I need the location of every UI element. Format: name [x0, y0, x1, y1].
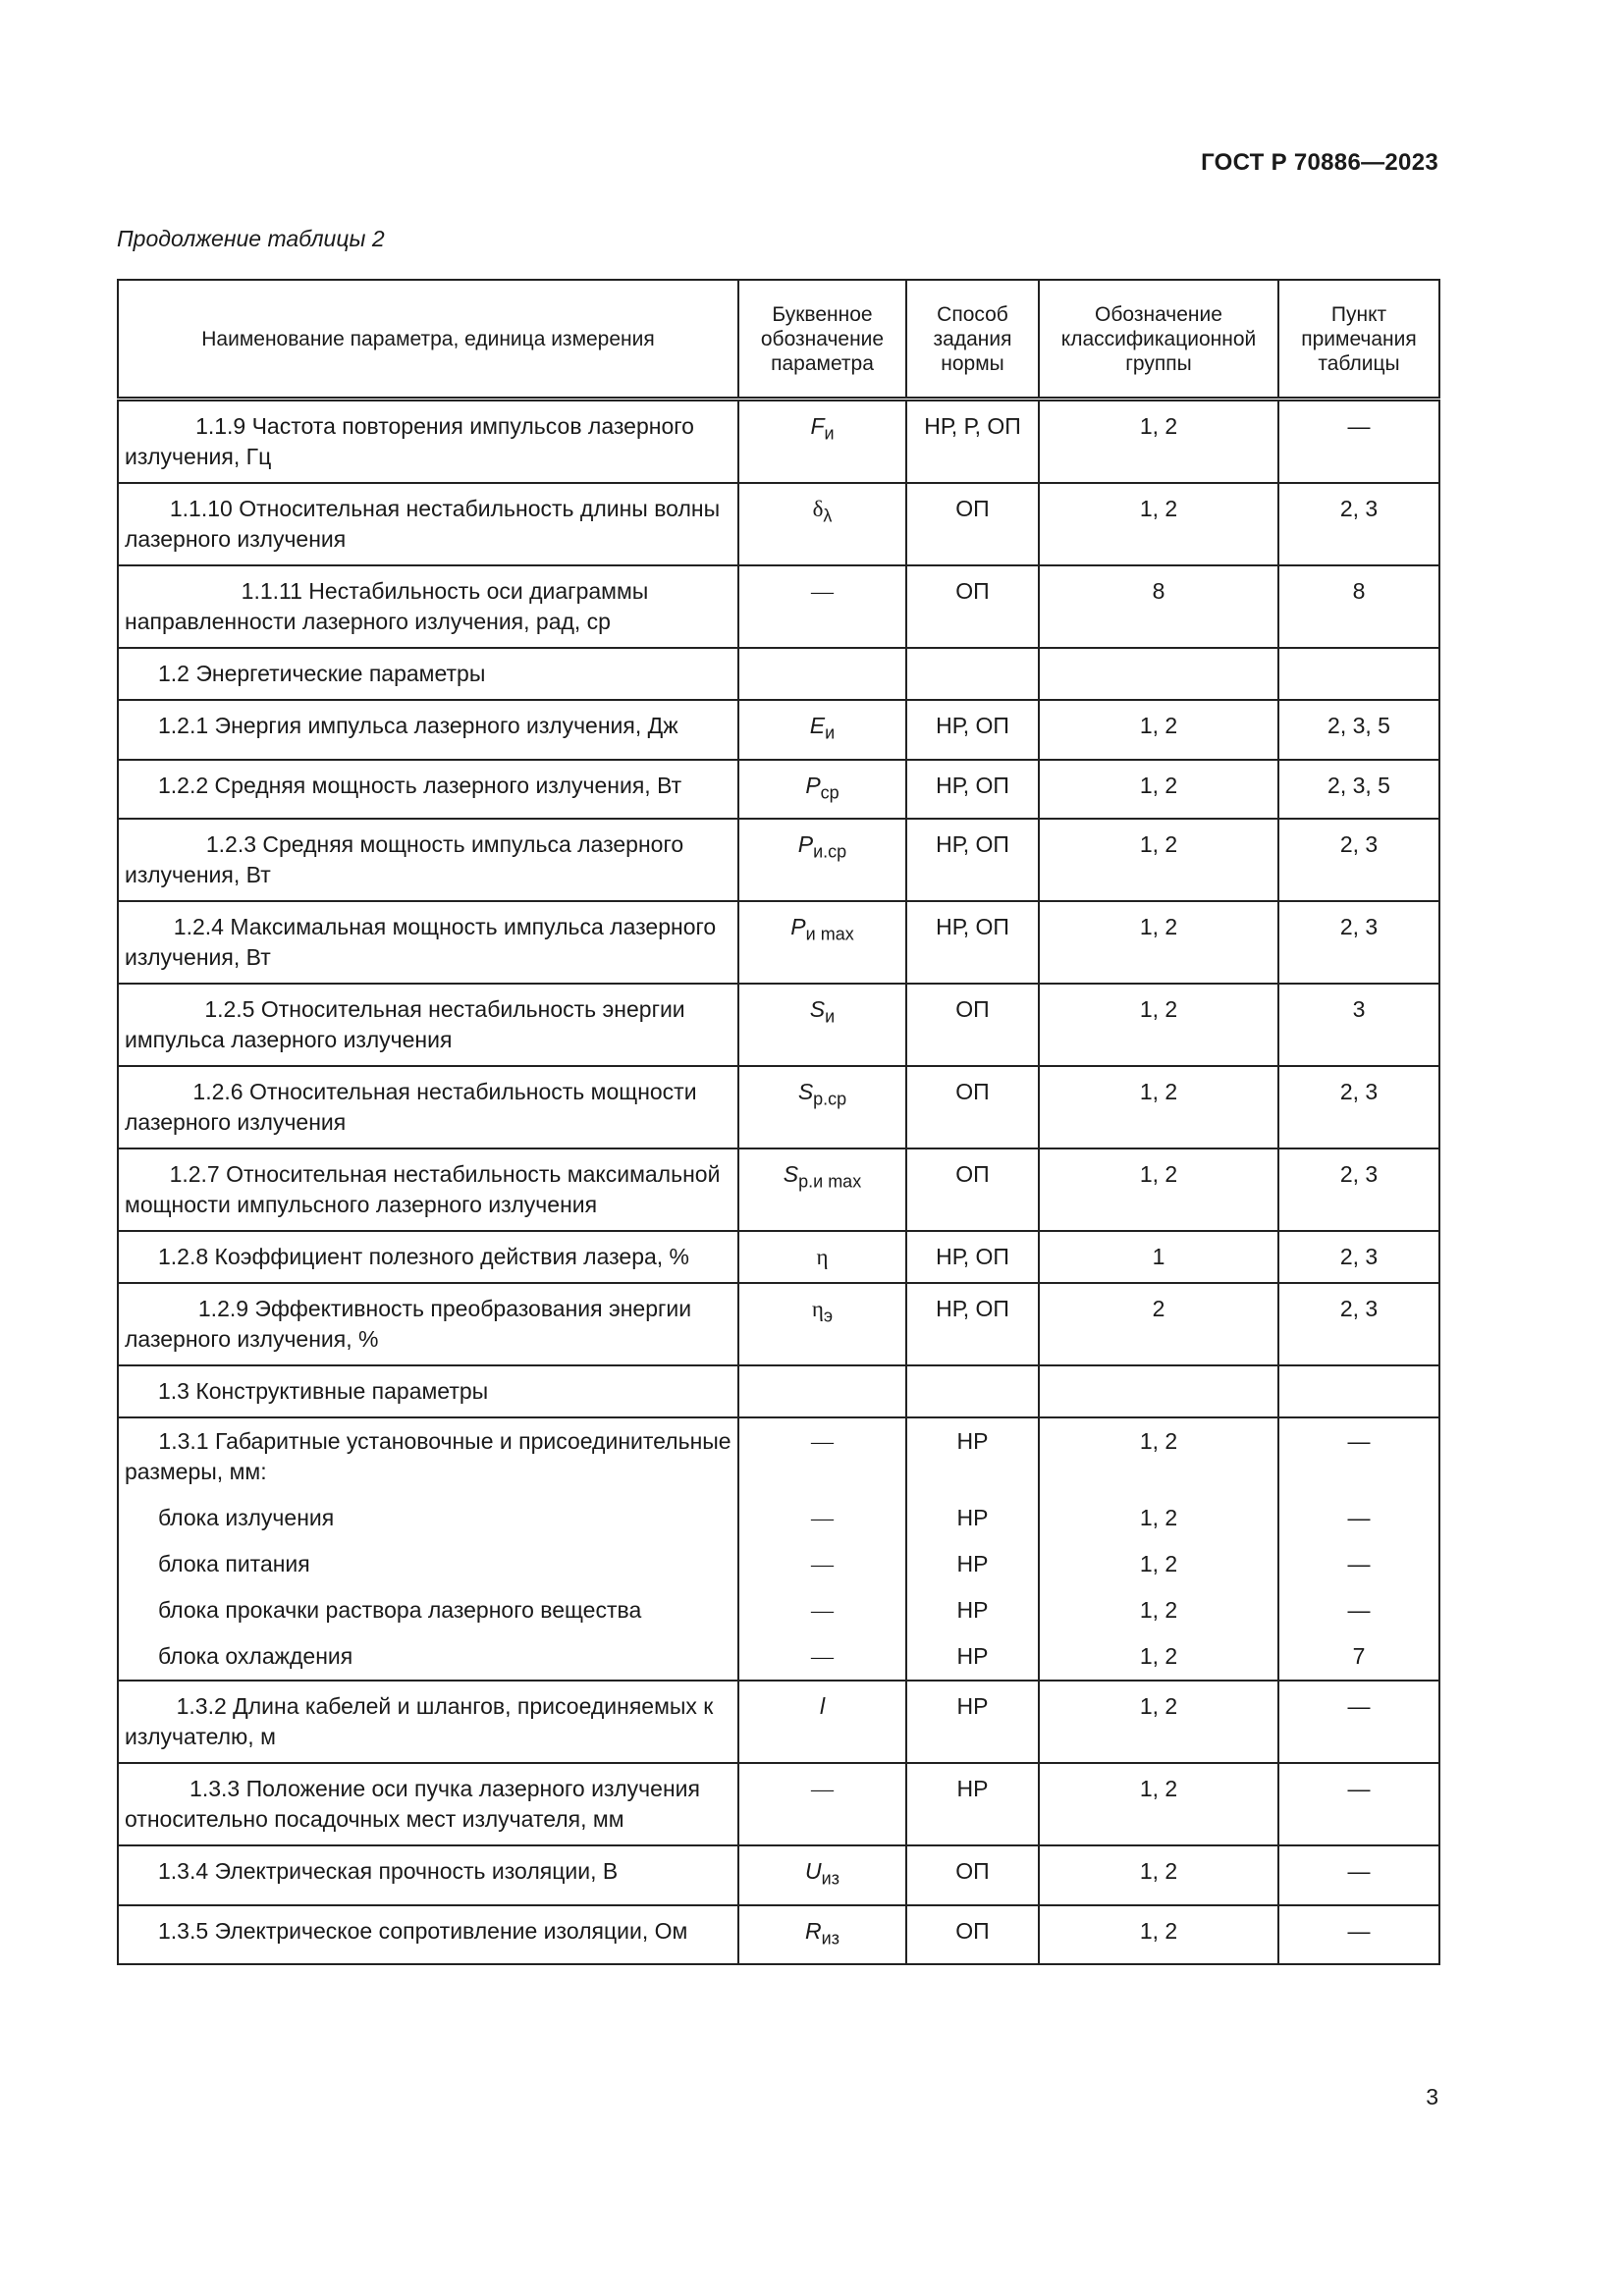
- parameter-name: 1.3.5 Электрическое сопротивление изоляции, Ом: [158, 1917, 688, 1944]
- table-subitem-row: [118, 1587, 1439, 1633]
- parameter-symbol-subscript: р.и max: [798, 1171, 862, 1192]
- parameter-symbol-subscript: и: [824, 423, 835, 444]
- table-note-ref-cell: [1278, 1066, 1439, 1148]
- parameter-name-cell: [118, 1845, 738, 1905]
- classification-group: 1, 2: [1139, 1917, 1178, 1944]
- table-row: [118, 1905, 1439, 1965]
- parameter-symbol-subscript: и: [825, 1006, 836, 1027]
- parameter-name-cell: [118, 760, 738, 820]
- table-note-ref: 8: [1352, 578, 1366, 604]
- classification-group-cell: [1039, 1681, 1278, 1763]
- classification-group: 1, 2: [1139, 1161, 1178, 1188]
- parameter-name: блока прокачки раствора лазерного вещества: [158, 1597, 642, 1624]
- parameters-table: [117, 279, 1440, 1965]
- classification-group-cell: [1039, 1066, 1278, 1148]
- classification-group-cell: [1039, 1283, 1278, 1365]
- parameter-name: 1.2.9 Эффективность преобразования энергии лазерного излучения, %: [125, 1296, 692, 1353]
- parameter-symbol-cell: [738, 1495, 906, 1541]
- table-body: [118, 400, 1439, 1965]
- classification-group-cell: [1039, 1905, 1278, 1965]
- classification-group: 1, 2: [1139, 1776, 1178, 1802]
- table-note-ref-cell: [1278, 1148, 1439, 1231]
- classification-group: 1, 2: [1139, 914, 1178, 940]
- norm-method-cell: [906, 819, 1039, 901]
- parameter-symbol-cell: [738, 1541, 906, 1587]
- parameter-name: 1.2.7 Относительная нестабильность максимальной мощности импульсного лазерного излучения: [125, 1161, 721, 1218]
- table-row: [118, 819, 1439, 901]
- norm-method: НР: [956, 1643, 989, 1670]
- table-note-ref: —: [1347, 1428, 1371, 1455]
- parameter-symbol-cell: [738, 1763, 906, 1845]
- parameter-name-cell: [118, 1283, 738, 1365]
- parameter-symbol: S: [797, 1079, 814, 1105]
- parameter-symbol: —: [811, 579, 834, 604]
- table-note-ref: 2, 3: [1339, 1244, 1379, 1270]
- classification-group: 1, 2: [1139, 1643, 1178, 1670]
- parameter-name-cell: [118, 1633, 738, 1681]
- norm-method: НР, ОП: [936, 1296, 1009, 1322]
- parameter-name: 1.2 Энергетические параметры: [158, 661, 486, 686]
- norm-method: ОП: [955, 1161, 990, 1188]
- column-header-group: Обозначение классификационной группы: [1039, 280, 1278, 400]
- norm-method: [913, 649, 1032, 668]
- table-note-ref: 7: [1352, 1643, 1366, 1670]
- norm-method-cell: [906, 1845, 1039, 1905]
- norm-method-cell: [906, 1681, 1039, 1763]
- parameter-symbol-cell: [738, 1066, 906, 1148]
- classification-group-cell: [1039, 700, 1278, 760]
- table-note-ref: 2, 3: [1339, 496, 1379, 521]
- table-row: [118, 901, 1439, 984]
- parameter-name-cell: [118, 1365, 738, 1417]
- table-note-ref: —: [1347, 1693, 1371, 1720]
- norm-method-cell: [906, 1587, 1039, 1633]
- table-note-ref: 2, 3, 5: [1327, 713, 1390, 738]
- parameter-name: блока излучения: [158, 1505, 335, 1531]
- table-row: [118, 483, 1439, 565]
- classification-group: 8: [1152, 578, 1165, 604]
- table-row: [118, 760, 1439, 820]
- table-note-ref-cell: [1278, 760, 1439, 820]
- parameter-symbol-cell: [738, 1417, 906, 1495]
- table-row: [118, 1763, 1439, 1845]
- parameter-name-cell: [118, 400, 738, 484]
- norm-method-cell: [906, 565, 1039, 648]
- parameter-symbol-subscript: э: [823, 1306, 834, 1326]
- parameter-symbol: P: [790, 914, 806, 940]
- norm-method-cell: [906, 1417, 1039, 1495]
- parameter-symbol: U: [805, 1858, 822, 1885]
- table-note-ref-cell: [1278, 1587, 1439, 1633]
- table-note-ref-cell: [1278, 1763, 1439, 1845]
- parameter-symbol: δ: [812, 497, 824, 521]
- parameter-symbol: η: [811, 1297, 824, 1322]
- table-note-ref-cell: [1278, 1845, 1439, 1905]
- classification-group: 1, 2: [1139, 496, 1178, 521]
- classification-group: 1, 2: [1139, 1551, 1178, 1577]
- classification-group: 1, 2: [1139, 996, 1178, 1023]
- parameter-symbol-subscript: и max: [805, 924, 854, 944]
- classification-group-cell: [1039, 819, 1278, 901]
- parameter-symbol-cell: [738, 700, 906, 760]
- parameter-symbol-subscript: р.ср: [813, 1089, 847, 1109]
- norm-method-cell: [906, 483, 1039, 565]
- table-row: [118, 1066, 1439, 1148]
- table-note-ref: 2, 3: [1339, 831, 1379, 858]
- table-continuation-caption: Продолжение таблицы 2: [117, 226, 385, 251]
- parameter-name: 1.2.1 Энергия импульса лазерного излучения, Дж: [158, 713, 678, 738]
- norm-method: ОП: [955, 1079, 990, 1105]
- table-subitem-row: [118, 1495, 1439, 1541]
- norm-method-cell: [906, 1283, 1039, 1365]
- classification-group-cell: [1039, 400, 1278, 484]
- table-note-ref: 2, 3: [1339, 1079, 1379, 1105]
- classification-group-cell: [1039, 1495, 1278, 1541]
- table-note-ref-cell: [1278, 700, 1439, 760]
- classification-group-cell: [1039, 1633, 1278, 1681]
- parameter-symbol-cell: [738, 1587, 906, 1633]
- norm-method: ОП: [955, 1858, 990, 1885]
- parameter-symbol: —: [811, 1552, 834, 1577]
- classification-group: 1, 2: [1139, 713, 1178, 738]
- table-note-ref-cell: [1278, 648, 1439, 700]
- norm-method-cell: [906, 1231, 1039, 1283]
- classification-group-cell: [1039, 901, 1278, 984]
- parameter-symbol-cell: [738, 1231, 906, 1283]
- table-note-ref: 2, 3: [1339, 914, 1379, 940]
- parameter-name: 1.2.3 Средняя мощность импульса лазерного излучения, Вт: [125, 831, 684, 888]
- norm-method: НР, ОП: [936, 1244, 1009, 1270]
- table-note-ref-cell: [1278, 1365, 1439, 1417]
- table-note-ref-cell: [1278, 1633, 1439, 1681]
- table-note-ref-cell: [1278, 483, 1439, 565]
- table-note-ref-cell: [1278, 1681, 1439, 1763]
- table-row: [118, 1231, 1439, 1283]
- norm-method: НР, Р, ОП: [924, 413, 1021, 439]
- table-row: [118, 1417, 1439, 1495]
- column-header-method: Способ задания нормы: [906, 280, 1039, 400]
- norm-method-cell: [906, 1905, 1039, 1965]
- parameter-name-cell: [118, 648, 738, 700]
- norm-method: НР: [956, 1551, 989, 1577]
- table-subitem-row: [118, 1541, 1439, 1587]
- table-note-ref-cell: [1278, 819, 1439, 901]
- parameter-symbol: l: [819, 1693, 826, 1720]
- parameter-symbol-subscript: и.ср: [813, 841, 847, 862]
- parameter-symbol: R: [805, 1917, 822, 1944]
- parameter-symbol-cell: [738, 483, 906, 565]
- parameter-symbol-cell: [738, 819, 906, 901]
- table-row: [118, 400, 1439, 484]
- classification-group-cell: [1039, 648, 1278, 700]
- parameter-name: 1.3.2 Длина кабелей и шлангов, присоединяемых к излучателю, м: [125, 1693, 714, 1750]
- parameter-name-cell: [118, 1417, 738, 1495]
- classification-group: [1046, 1366, 1272, 1386]
- norm-method: ОП: [955, 578, 990, 604]
- table-section-row: [118, 648, 1439, 700]
- parameter-symbol: —: [811, 1506, 834, 1531]
- classification-group: 1, 2: [1139, 1428, 1178, 1455]
- parameter-symbol-cell: [738, 1681, 906, 1763]
- table-note-ref: 3: [1352, 996, 1366, 1023]
- norm-method: [913, 1366, 1032, 1386]
- table-note-ref: —: [1347, 1551, 1371, 1577]
- parameter-symbol: P: [805, 772, 821, 798]
- classification-group: 1, 2: [1139, 831, 1178, 858]
- parameter-name-cell: [118, 1541, 738, 1587]
- table-note-ref: [1285, 1366, 1433, 1386]
- norm-method: НР: [956, 1505, 989, 1531]
- norm-method-cell: [906, 700, 1039, 760]
- parameter-symbol: η: [816, 1245, 829, 1270]
- classification-group: 1: [1152, 1244, 1165, 1270]
- table-note-ref: —: [1347, 1776, 1371, 1802]
- classification-group-cell: [1039, 1763, 1278, 1845]
- norm-method-cell: [906, 1541, 1039, 1587]
- table-note-ref: [1285, 649, 1433, 668]
- parameter-name: 1.2.8 Коэффициент полезного действия лазера, %: [158, 1244, 690, 1270]
- classification-group: 1, 2: [1139, 413, 1178, 439]
- classification-group-cell: [1039, 1845, 1278, 1905]
- table-note-ref: —: [1347, 1858, 1371, 1885]
- parameter-name: 1.1.11 Нестабильность оси диаграммы направленности лазерного излучения, рад, ср: [125, 578, 649, 634]
- parameter-symbol: E: [809, 713, 826, 738]
- classification-group: 1, 2: [1139, 1597, 1178, 1624]
- norm-method-cell: [906, 1763, 1039, 1845]
- parameter-symbol-cell: [738, 1148, 906, 1231]
- parameter-symbol-subscript: из: [821, 1928, 839, 1949]
- parameter-symbol-cell: [738, 901, 906, 984]
- parameter-symbol: F: [810, 413, 825, 439]
- parameter-name: блока охлаждения: [158, 1643, 353, 1670]
- parameter-symbol: P: [797, 831, 814, 858]
- norm-method-cell: [906, 1633, 1039, 1681]
- parameter-symbol-cell: [738, 1905, 906, 1965]
- classification-group: 2: [1152, 1296, 1165, 1322]
- classification-group-cell: [1039, 1587, 1278, 1633]
- parameter-name: 1.2.2 Средняя мощность лазерного излучения, Вт: [158, 772, 682, 798]
- norm-method: ОП: [955, 1917, 990, 1944]
- parameter-symbol: —: [811, 1429, 834, 1455]
- norm-method-cell: [906, 1066, 1039, 1148]
- parameter-name: 1.1.10 Относительная нестабильность длины волны лазерного излучения: [125, 496, 721, 552]
- parameter-name-cell: [118, 565, 738, 648]
- norm-method-cell: [906, 648, 1039, 700]
- parameter-name-cell: [118, 1066, 738, 1148]
- parameter-name: 1.2.4 Максимальная мощность импульса лазерного излучения, Вт: [125, 914, 717, 971]
- norm-method: НР, ОП: [936, 713, 1009, 738]
- parameter-name: 1.3.4 Электрическая прочность изоляции, В: [158, 1858, 619, 1885]
- parameter-name-cell: [118, 901, 738, 984]
- parameter-name: блока питания: [158, 1551, 310, 1577]
- page-number: 3: [1426, 2084, 1438, 2109]
- parameter-name-cell: [118, 984, 738, 1066]
- norm-method-cell: [906, 901, 1039, 984]
- norm-method-cell: [906, 760, 1039, 820]
- table-row: [118, 565, 1439, 648]
- parameter-name-cell: [118, 1905, 738, 1965]
- parameter-name: 1.2.6 Относительная нестабильность мощности лазерного излучения: [125, 1079, 697, 1136]
- parameter-symbol-cell: [738, 1633, 906, 1681]
- parameter-name-cell: [118, 1763, 738, 1845]
- parameter-name: 1.3.1 Габаритные установочные и присоединительные размеры, мм:: [125, 1428, 731, 1485]
- standard-code: ГОСТ Р 70886—2023: [1201, 149, 1438, 176]
- parameter-symbol-cell: [738, 1283, 906, 1365]
- norm-method-cell: [906, 400, 1039, 484]
- norm-method: НР, ОП: [936, 772, 1009, 798]
- parameter-symbol-cell: [738, 984, 906, 1066]
- parameter-symbol-subscript: и: [825, 722, 836, 743]
- classification-group-cell: [1039, 1417, 1278, 1495]
- parameter-symbol: S: [809, 996, 826, 1023]
- table-note-ref-cell: [1278, 1495, 1439, 1541]
- table-row: [118, 700, 1439, 760]
- table-row: [118, 1283, 1439, 1365]
- norm-method: ОП: [955, 496, 990, 521]
- norm-method: НР, ОП: [936, 831, 1009, 858]
- parameter-symbol-cell: [738, 648, 906, 700]
- table-note-ref-cell: [1278, 400, 1439, 484]
- classification-group-cell: [1039, 1541, 1278, 1587]
- table-note-ref: 2, 3, 5: [1327, 772, 1390, 798]
- table-row: [118, 1681, 1439, 1763]
- table-section-row: [118, 1365, 1439, 1417]
- column-header-symbol: Буквенное обозначение параметра: [738, 280, 906, 400]
- classification-group-cell: [1039, 1365, 1278, 1417]
- table-note-ref-cell: [1278, 984, 1439, 1066]
- parameter-name: 1.1.9 Частота повторения импульсов лазерного излучения, Гц: [125, 413, 694, 469]
- table-note-ref-cell: [1278, 1417, 1439, 1495]
- parameter-symbol-subscript: ср: [820, 782, 839, 803]
- parameter-name: 1.3.3 Положение оси пучка лазерного излучения относительно посадочных мест излучателя, мм: [125, 1776, 700, 1833]
- parameter-symbol-subscript: из: [821, 1868, 839, 1889]
- parameter-name-cell: [118, 1231, 738, 1283]
- classification-group: 1, 2: [1139, 1858, 1178, 1885]
- classification-group-cell: [1039, 760, 1278, 820]
- parameter-name-cell: [118, 819, 738, 901]
- parameter-symbol: —: [811, 1598, 834, 1624]
- classification-group: 1, 2: [1139, 1079, 1178, 1105]
- table-subitem-row: [118, 1633, 1439, 1681]
- parameter-name-cell: [118, 1495, 738, 1541]
- table-note-ref: 2, 3: [1339, 1161, 1379, 1188]
- table-note-ref: —: [1347, 1917, 1371, 1944]
- table-row: [118, 1845, 1439, 1905]
- norm-method-cell: [906, 1148, 1039, 1231]
- parameter-name: 1.3 Конструктивные параметры: [158, 1378, 489, 1405]
- parameter-symbol: —: [811, 1777, 834, 1802]
- classification-group-cell: [1039, 984, 1278, 1066]
- classification-group-cell: [1039, 483, 1278, 565]
- parameter-name-cell: [118, 1681, 738, 1763]
- table-note-ref-cell: [1278, 1905, 1439, 1965]
- parameter-name: 1.2.5 Относительная нестабильность энергии импульса лазерного излучения: [125, 996, 685, 1053]
- classification-group-cell: [1039, 565, 1278, 648]
- table-header-row: [118, 280, 1439, 400]
- norm-method-cell: [906, 1495, 1039, 1541]
- norm-method: НР: [956, 1776, 989, 1802]
- parameter-name-cell: [118, 1148, 738, 1231]
- parameter-symbol-cell: [738, 760, 906, 820]
- norm-method-cell: [906, 1365, 1039, 1417]
- parameter-symbol-subscript: λ: [823, 506, 833, 526]
- parameter-name-cell: [118, 700, 738, 760]
- parameter-symbol: S: [783, 1161, 799, 1188]
- column-header-name: Наименование параметра, единица измерения: [118, 280, 738, 400]
- norm-method: НР: [956, 1428, 989, 1455]
- classification-group-cell: [1039, 1148, 1278, 1231]
- classification-group: 1, 2: [1139, 772, 1178, 798]
- parameter-name-cell: [118, 1587, 738, 1633]
- classification-group: 1, 2: [1139, 1693, 1178, 1720]
- classification-group: 1, 2: [1139, 1505, 1178, 1531]
- table-note-ref-cell: [1278, 901, 1439, 984]
- parameter-symbol-cell: [738, 1845, 906, 1905]
- table-note-ref-cell: [1278, 1541, 1439, 1587]
- table-note-ref: 2, 3: [1339, 1296, 1379, 1322]
- table-row: [118, 1148, 1439, 1231]
- table-row: [118, 984, 1439, 1066]
- classification-group-cell: [1039, 1231, 1278, 1283]
- norm-method-cell: [906, 984, 1039, 1066]
- norm-method: НР, ОП: [936, 914, 1009, 940]
- column-header-note: Пункт примечания таблицы: [1278, 280, 1439, 400]
- norm-method: ОП: [955, 996, 990, 1023]
- parameter-symbol-cell: [738, 565, 906, 648]
- parameter-symbol-cell: [738, 400, 906, 484]
- norm-method: НР: [956, 1597, 989, 1624]
- table-note-ref-cell: [1278, 1231, 1439, 1283]
- norm-method: НР: [956, 1693, 989, 1720]
- table-note-ref-cell: [1278, 1283, 1439, 1365]
- parameter-symbol-cell: [738, 1365, 906, 1417]
- table-note-ref-cell: [1278, 565, 1439, 648]
- parameter-name-cell: [118, 483, 738, 565]
- table-note-ref: —: [1347, 1597, 1371, 1624]
- parameter-symbol: —: [811, 1644, 834, 1670]
- classification-group: [1046, 649, 1272, 668]
- table-note-ref: —: [1347, 413, 1371, 439]
- table-note-ref: —: [1347, 1505, 1371, 1531]
